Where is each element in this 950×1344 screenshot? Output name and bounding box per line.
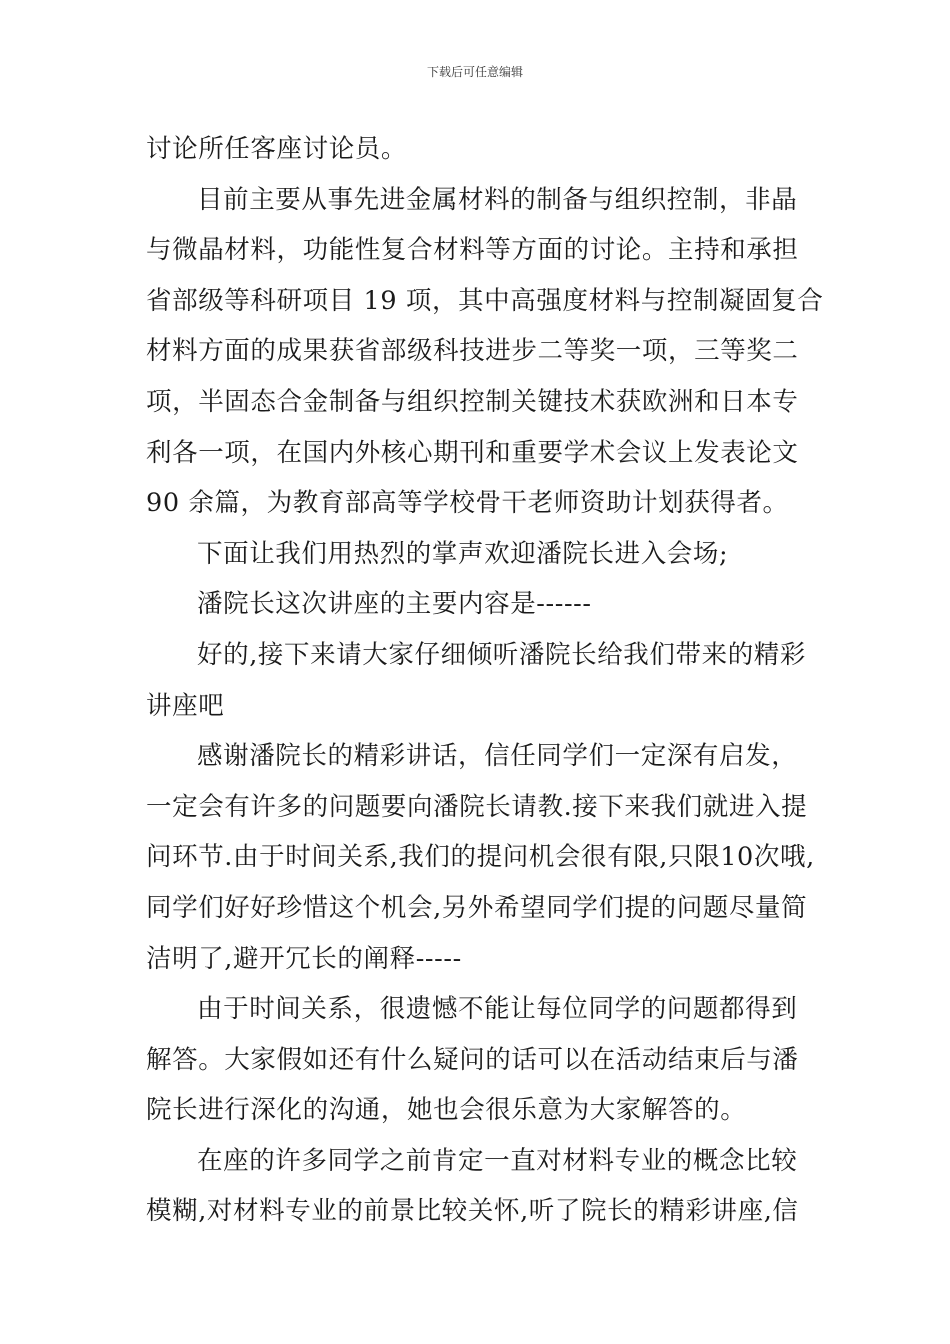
paragraph-line: 洁明了,避开冗长的阐释-----: [146, 943, 462, 974]
paragraph-line: 省部级等科研项目 19 项，其中高强度材料与控制凝固复合: [146, 285, 824, 316]
paragraph-line: 由于时间关系，很遗憾不能让每位同学的问题都得到: [197, 994, 798, 1025]
paragraph-line: 下面让我们用热烈的掌声欢迎潘院长进入会场;: [197, 538, 729, 569]
paragraph-line: 院长进行深化的沟通，她也会很乐意为大家解答的。: [146, 1095, 747, 1126]
paragraph-line: 好的,接下来请大家仔细倾听潘院长给我们带来的精彩: [197, 639, 807, 670]
paragraph-line: 在座的许多同学之前肯定一直对材料专业的概念比较: [197, 1145, 798, 1176]
paragraph-line: 材料方面的成果获省部级科技进步二等奖一项，三等奖二: [146, 336, 799, 367]
document-body: [146, 124, 824, 1237]
paragraph-line: 90 余篇，为教育部高等学校骨干老师资助计划获得者。: [146, 488, 789, 519]
paragraph-line: 项，半固态合金制备与组织控制关键技术获欧洲和日本专: [146, 386, 799, 417]
paragraph-line: 同学们好好珍惜这个机会,另外希望同学们提的问题尽量简: [146, 892, 808, 923]
paragraph-line: 潘院长这次讲座的主要内容是------: [197, 589, 592, 620]
paragraph-line: 讲座吧: [146, 690, 225, 721]
paragraph-line: 感谢潘院长的精彩讲话，信任同学们一定深有启发，: [197, 741, 798, 772]
paragraph-line: 目前主要从事先进金属材料的制备与组织控制，非晶: [197, 184, 798, 215]
paragraph-line: 讨论所任客座讨论员。: [146, 134, 408, 164]
paragraph-line: 与微晶材料，功能性复合材料等方面的讨论。主持和承担: [146, 235, 799, 266]
paragraph-line: 利各一项，在国内外核心期刊和重要学术会议上发表论文: [146, 437, 799, 468]
paragraph-line: 一定会有许多的问题要向潘院长请教.接下来我们就进入提: [146, 791, 808, 822]
paragraph-line: 解答。大家假如还有什么疑问的话可以在活动结束后与潘: [146, 1044, 799, 1075]
paragraph-line: 模糊,对材料专业的前景比较关怀,听了院长的精彩讲座,信: [146, 1196, 799, 1227]
page-header: 下载后可任意编辑: [426, 65, 523, 79]
paragraph-line: 问环节.由于时间关系,我们的提问机会很有限,只限10次哦,: [146, 842, 815, 873]
